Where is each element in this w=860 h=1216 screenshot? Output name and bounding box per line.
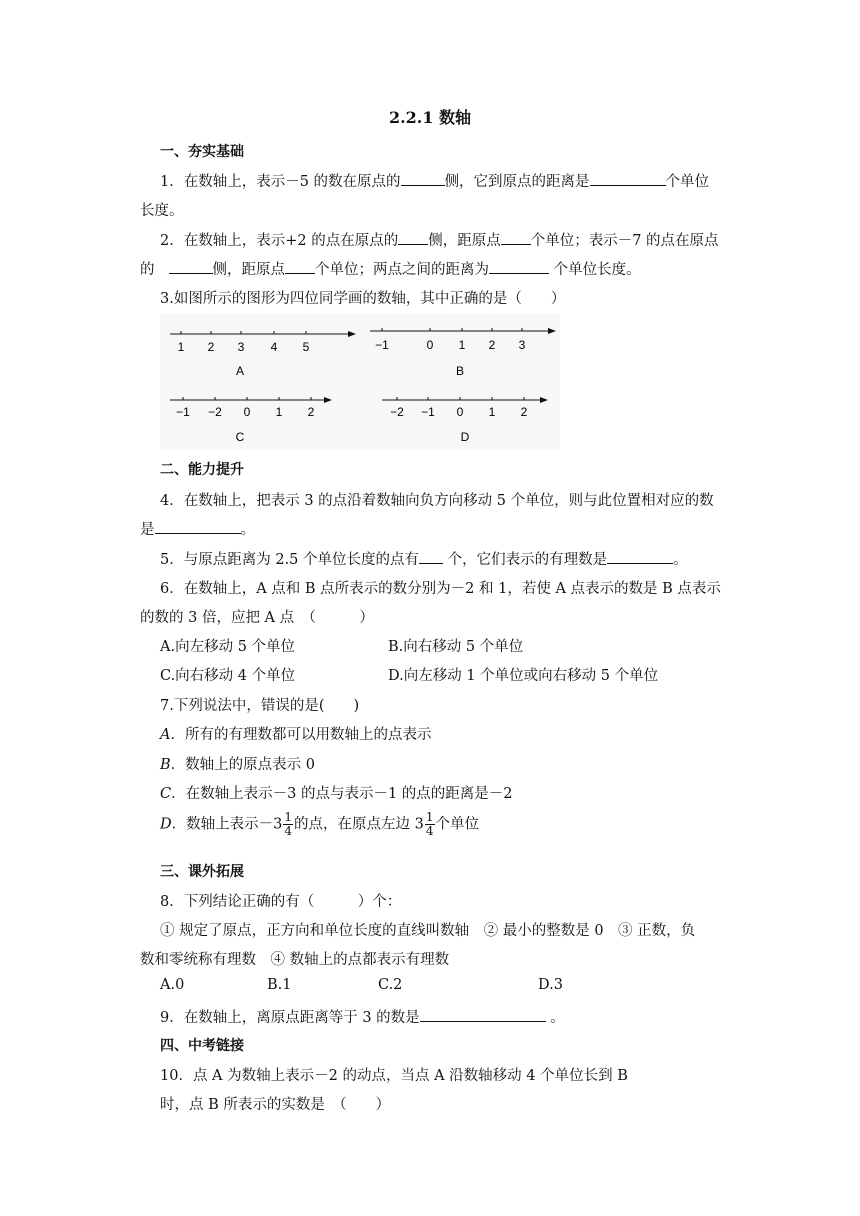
q4-text-c: 。	[240, 522, 255, 538]
q2-text-d: 的	[140, 262, 155, 278]
q2-text-g: 个单位长度。	[549, 262, 641, 278]
q1-continuation: 长度。	[140, 203, 184, 219]
axis-d-tick-1: −1	[421, 405, 435, 419]
q8-option-a: A.0	[160, 977, 185, 993]
q7-fraction-1-denominator: 4	[284, 824, 293, 838]
q8-statements-line-1: ① 规定了原点，正方向和单位长度的直线叫数轴 ② 最小的整数是 0 ③ 正数，负	[160, 923, 696, 939]
q2-text-f: 个单位；两点之间的距离为	[315, 262, 489, 278]
q2-text-c: 个单位；表示－7 的点在原点	[530, 233, 719, 249]
question-4-line-2	[140, 518, 255, 539]
question-2-line-2	[140, 258, 641, 279]
q5-text-b: 个，它们表示的有理数是	[443, 552, 608, 568]
q1-text-c: 个单位	[665, 174, 710, 190]
q2-text-b: 侧，距原点	[428, 233, 501, 249]
axis-d-tick-4: 2	[520, 405, 528, 419]
axis-a-tick-0: 1	[177, 340, 185, 354]
q2-blank-3	[169, 259, 213, 274]
axis-a-label: A	[235, 364, 245, 378]
question-7: 7.下列说法中，错误的是( )	[160, 698, 360, 714]
question-8: 8．下列结论正确的有（ ）个：	[160, 894, 402, 910]
axis-a-tick-4: 5	[302, 340, 310, 354]
q8-option-d: D.3	[538, 977, 563, 993]
axis-d-label: D	[460, 430, 470, 444]
q7-option-c	[160, 782, 513, 803]
q7-option-d-letter: D	[160, 816, 172, 833]
q2-text-a: 2．在数轴上，表示+2 的点在原点的	[160, 233, 399, 249]
q7-option-b	[160, 753, 315, 774]
axis-d-tick-0: −2	[390, 405, 404, 419]
q5-blank-1	[419, 549, 443, 564]
axis-c-tick-3: 1	[275, 405, 283, 419]
q7-option-a	[160, 723, 431, 744]
section-heading-ability: 二、能力提升	[160, 462, 244, 478]
q7-fraction-1	[283, 811, 293, 838]
axis-b-tick-2: 1	[458, 338, 466, 352]
q7-option-a-letter: A	[160, 727, 171, 743]
section-heading-exam: 四、中考链接	[160, 1038, 244, 1054]
q2-text-e: 侧，距原点	[212, 262, 285, 278]
axis-c-tick-0: −1	[176, 405, 190, 419]
q1-blank-distance	[590, 171, 666, 186]
axis-b-tick-4: 3	[518, 338, 526, 352]
q7-option-c-text: ．在数轴上表示－3 的点与表示－1 的点的距离是－2	[171, 786, 513, 802]
axis-c-tick-4: 2	[307, 405, 315, 419]
q7-option-d-text-2: 的点，在原点左边 3	[294, 816, 424, 833]
q7-option-d	[160, 811, 479, 838]
q6-option-d: D.向左移动 1 个单位或向右移动 5 个单位	[388, 668, 659, 684]
q6-option-a: A.向左移动 5 个单位	[160, 639, 296, 655]
q6-option-c: C.向右移动 4 个单位	[160, 668, 296, 684]
question-4: 4．在数轴上，把表示 3 的点沿着数轴向负方向移动 5 个单位，则与此位置相对应的数	[160, 493, 714, 509]
q1-blank-side	[401, 171, 445, 186]
q7-fraction-1-numerator: 1	[284, 810, 293, 824]
q9-text-b: 。	[545, 1010, 565, 1026]
q7-option-b-text: ．数轴上的原点表示 0	[170, 757, 315, 773]
axis-b-tick-3: 2	[488, 338, 496, 352]
question-5	[160, 548, 688, 569]
q7-fraction-2	[425, 811, 435, 838]
question-6-line-2: 的数的 3 倍，应把 A 点 （ ）	[140, 610, 374, 626]
axis-c-tick-2: 0	[243, 405, 251, 419]
q7-option-b-letter: B	[160, 757, 171, 773]
q4-text-b: 是	[140, 522, 155, 538]
q2-blank-2	[501, 230, 531, 245]
axis-c-label: C	[235, 430, 245, 444]
section-heading-basics: 一、夯实基础	[160, 144, 244, 160]
axis-b-tick-1: 0	[426, 338, 434, 352]
axis-c-tick-1: −2	[208, 405, 222, 419]
q7-option-c-letter: C	[160, 786, 172, 802]
q5-text-a: 5．与原点距离为 2.5 个单位长度的点有	[160, 552, 420, 568]
q7-fraction-2-denominator: 4	[425, 824, 434, 838]
q4-blank	[155, 519, 241, 534]
question-1	[160, 170, 709, 191]
q5-text-c: 。	[673, 552, 688, 568]
axis-b-label: B	[455, 364, 465, 378]
axis-b-tick-0: −1	[375, 338, 389, 352]
axis-d-tick-3: 1	[488, 405, 496, 419]
axis-a-tick-2: 3	[237, 340, 245, 354]
question-10-line-2: 时，点 B 所表示的实数是 （ ）	[160, 1097, 391, 1113]
number-line-figure	[160, 314, 560, 450]
q7-option-d-text-1: ．数轴上表示－3	[171, 816, 283, 833]
page-title: 2.2.1 数轴	[388, 108, 472, 127]
q1-text-a: 1．在数轴上，表示－5 的数在原点的	[160, 174, 401, 190]
question-10: 10．点 A 为数轴上表示－2 的动点，当点 A 沿数轴移动 4 个单位长到 B	[160, 1068, 628, 1084]
axis-a-tick-3: 4	[270, 340, 278, 354]
q7-option-a-text: ．所有的有理数都可以用数轴上的点表示	[170, 727, 432, 743]
question-9	[160, 1006, 565, 1027]
axis-a-tick-1: 2	[207, 340, 215, 354]
question-3: 3.如图所示的图形为四位同学画的数轴，其中正确的是（ ）	[160, 291, 566, 307]
q2-blank-1	[398, 230, 428, 245]
number-line-figure-svg	[160, 314, 560, 450]
q1-text-b: 侧，它到原点的距离是	[444, 174, 590, 190]
q8-statements-line-2: 数和零统称有理数 ④ 数轴上的点都表示有理数	[140, 952, 450, 968]
q2-blank-4	[285, 259, 315, 274]
q2-blank-5	[489, 259, 549, 274]
axis-d-tick-2: 0	[456, 405, 464, 419]
q8-option-c: C.2	[378, 977, 403, 993]
q9-text-a: 9．在数轴上，离原点距离等于 3 的数是	[160, 1010, 420, 1026]
q9-blank	[420, 1007, 546, 1022]
question-6: 6．在数轴上，A 点和 B 点所表示的数分别为－2 和 1，若使 A 点表示的数是 B 点表示	[160, 581, 721, 597]
q7-option-d-text-3: 个单位	[435, 816, 479, 833]
q7-fraction-2-numerator: 1	[425, 810, 434, 824]
section-heading-extension: 三、课外拓展	[160, 864, 244, 880]
question-2	[160, 229, 719, 250]
q8-option-b: B.1	[267, 977, 292, 993]
q6-option-b: B.向右移动 5 个单位	[388, 639, 524, 655]
q5-blank-2	[607, 549, 673, 564]
